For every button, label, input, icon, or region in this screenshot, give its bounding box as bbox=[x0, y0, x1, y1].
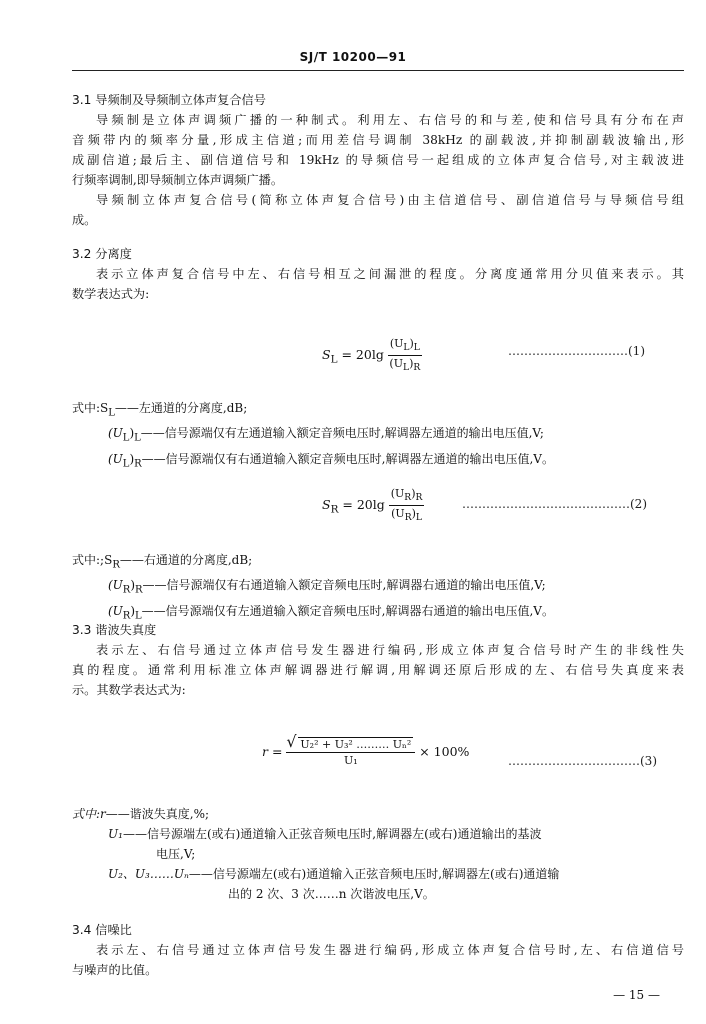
formula-subscript: R bbox=[330, 503, 339, 516]
definition-row bbox=[72, 844, 692, 864]
paragraph-line: 数学表达式为: bbox=[72, 287, 150, 301]
paragraph-line: 真的程度。通常利用标准立体声解调器进行解调,用解调还原后形成的左、右信号失真度来表 bbox=[72, 663, 684, 677]
section-heading: 3.3 谐波失真度 bbox=[72, 623, 157, 637]
paragraph-line: 音频带内的频率分量,形成主信道;而用差信号调制 38kHz 的副载波,并抑制副载波输出,形 bbox=[72, 133, 684, 147]
definition-text: ——右通道的分离度,dB; bbox=[119, 553, 253, 567]
formula-number-3: ……………………………(3) bbox=[508, 754, 657, 768]
section-3-3 bbox=[72, 620, 684, 700]
paragraph-line: 表示立体声复合信号中左、右信号相互之间漏泄的程度。分离度通常用分贝值来表示。其 bbox=[96, 267, 684, 281]
numerator-tail: ) bbox=[409, 337, 414, 350]
definition-symbol: 式中:r bbox=[72, 807, 106, 821]
definition-symbol: (U bbox=[108, 578, 123, 593]
numerator: (U bbox=[390, 487, 405, 500]
numerator: (U bbox=[389, 337, 404, 350]
definition-text: ——谐波失真度,%; bbox=[105, 807, 210, 821]
paragraph-line: 成。 bbox=[72, 213, 97, 227]
definition-symbol: U₁ bbox=[108, 827, 123, 841]
denominator-subscript: L bbox=[402, 362, 410, 374]
definition-text: ——左通道的分离度,dB; bbox=[114, 401, 248, 415]
definition-symbol: (U bbox=[108, 451, 123, 466]
definition-symbol-tail-subscript: R bbox=[135, 584, 143, 596]
section-3-2 bbox=[72, 244, 684, 304]
numerator-subscript: L bbox=[403, 342, 410, 354]
formula-number-2: ……………………………………(2) bbox=[462, 497, 647, 511]
paragraph-line: 与噪声的比值。 bbox=[72, 963, 158, 977]
definition-symbol: 式中:S bbox=[72, 401, 109, 415]
definition-symbol-subscript: L bbox=[108, 407, 115, 419]
section-heading: 3.1 导频制及导频制立体声复合信号 bbox=[72, 93, 266, 107]
numerator-tail-subscript: R bbox=[415, 492, 423, 504]
definition-row bbox=[72, 864, 692, 884]
paragraph-line: 示。其数学表达式为: bbox=[72, 683, 186, 697]
formula-1-definitions bbox=[72, 398, 692, 474]
definition-row bbox=[72, 423, 692, 448]
definition-text: ——信号源端仅有右通道输入额定音频电压时,解调器右通道的输出电压值,V; bbox=[142, 578, 546, 593]
definition-symbol-tail-subscript: L bbox=[134, 432, 141, 444]
standard-code-header: SJ/T 10200—91 bbox=[299, 50, 407, 64]
definition-symbol-tail: ) bbox=[130, 578, 136, 593]
definition-symbol-subscript: R bbox=[112, 559, 120, 571]
formula-text: × 100% bbox=[419, 744, 470, 759]
definition-symbol-subscript: L bbox=[122, 432, 130, 444]
definition-text: ——信号源端左(或右)通道输入正弦音频电压时,解调器左(或右)通道输出的基波 bbox=[122, 827, 542, 841]
definition-symbol: (U bbox=[108, 603, 123, 618]
definition-symbol-tail-subscript: L bbox=[135, 610, 142, 622]
definition-row bbox=[72, 824, 692, 844]
formula-1 bbox=[322, 337, 422, 374]
definition-symbol-subscript: R bbox=[122, 610, 131, 622]
formula-fraction bbox=[389, 487, 425, 524]
formula-2-definitions bbox=[72, 550, 692, 626]
paragraph-line: 成副信道;最后主、副信道信号和 19kHz 的导频信号一起组成的立体声复合信号,对主载波进 bbox=[72, 153, 684, 167]
section-3-4 bbox=[72, 920, 684, 980]
header-rule bbox=[72, 70, 684, 71]
definition-text: ——信号源端仅有左通道输入额定音频电压时,解调器右通道的输出电压值,V。 bbox=[141, 603, 554, 618]
paragraph-line: 导频制是立体声调频广播的一种制式。利用左、右信号的和与差,使和信号具有分布在声 bbox=[96, 113, 684, 127]
formula-fraction bbox=[388, 337, 422, 374]
definition-symbol: (U bbox=[108, 426, 123, 441]
definition-text: ——信号源端仅有右通道输入额定音频电压时,解调器左通道的输出电压值,V。 bbox=[141, 451, 554, 466]
definition-symbol-subscript: R bbox=[122, 584, 131, 596]
definition-row bbox=[72, 550, 692, 575]
definition-text: ——信号源端左(或右)通道输入正弦音频电压时,解调器左(或右)通道输 bbox=[188, 867, 560, 881]
definition-symbol-tail-subscript: R bbox=[134, 458, 142, 470]
page-number: — 15 — bbox=[613, 988, 660, 1002]
denominator-tail-subscript: R bbox=[413, 362, 421, 374]
denominator-tail-subscript: L bbox=[415, 512, 422, 524]
definition-row bbox=[72, 398, 692, 423]
definition-row bbox=[72, 449, 692, 474]
denominator: U₁ bbox=[343, 754, 358, 767]
section-heading: 3.4 信噪比 bbox=[72, 923, 132, 937]
definition-text: ——信号源端仅有左通道输入额定音频电压时,解调器左通道的输出电压值,V; bbox=[140, 426, 544, 441]
formula-symbol: r = bbox=[262, 744, 287, 759]
formula-number-1: …………………………(1) bbox=[508, 344, 645, 358]
denominator: (U bbox=[391, 507, 405, 521]
definition-row bbox=[72, 575, 692, 600]
paragraph-line: 表示左、右信号通过立体声信号发生器进行编码,形成立体声复合信号时,左、右信道信号 bbox=[96, 943, 684, 957]
radicand: U₂² + U₃² ……… Uₙ² bbox=[300, 738, 412, 751]
formula-3 bbox=[262, 738, 469, 767]
paragraph-line: 表示左、右信号通过立体声信号发生器进行编码,形成立体声复合信号时产生的非线性失 bbox=[96, 643, 684, 657]
definition-symbol-subscript: L bbox=[122, 458, 130, 470]
formula-symbol: S bbox=[322, 347, 331, 363]
square-root bbox=[288, 738, 413, 751]
denominator-subscript: R bbox=[404, 512, 412, 524]
formula-text: = 20lg bbox=[337, 347, 388, 363]
formula-2 bbox=[322, 487, 424, 524]
formula-text: = 20lg bbox=[338, 497, 389, 513]
definition-symbol-tail: ) bbox=[130, 603, 136, 618]
formula-fraction bbox=[286, 738, 415, 767]
definition-text: 出的 2 次、3 次……n 次谐波电压,V。 bbox=[228, 887, 435, 901]
numerator-tail: ) bbox=[411, 487, 416, 500]
definition-symbol-tail: ) bbox=[129, 451, 135, 466]
formula-subscript: L bbox=[330, 353, 338, 366]
formula-symbol: S bbox=[322, 497, 331, 513]
paragraph-line: 行频率调制,即导频制立体声调频广播。 bbox=[72, 173, 284, 187]
section-3-1 bbox=[72, 90, 684, 230]
definition-symbol-tail: ) bbox=[129, 426, 135, 441]
definition-row bbox=[72, 804, 692, 824]
definition-symbol: 式中:;S bbox=[72, 553, 113, 567]
denominator-tail: ) bbox=[409, 357, 414, 371]
denominator: (U bbox=[389, 357, 403, 371]
numerator-tail-subscript: L bbox=[413, 342, 420, 354]
denominator-tail: ) bbox=[411, 507, 416, 521]
formula-3-definitions bbox=[72, 804, 692, 904]
definition-row bbox=[72, 884, 692, 904]
definition-symbol: U₂、U₃……Uₙ bbox=[108, 867, 189, 881]
paragraph-line: 导频制立体声复合信号(简称立体声复合信号)由主信道信号、副信道信号与导频信号组 bbox=[96, 193, 684, 207]
numerator-subscript: R bbox=[404, 492, 412, 504]
section-heading: 3.2 分离度 bbox=[72, 247, 132, 261]
definition-text: 电压,V; bbox=[156, 847, 196, 861]
